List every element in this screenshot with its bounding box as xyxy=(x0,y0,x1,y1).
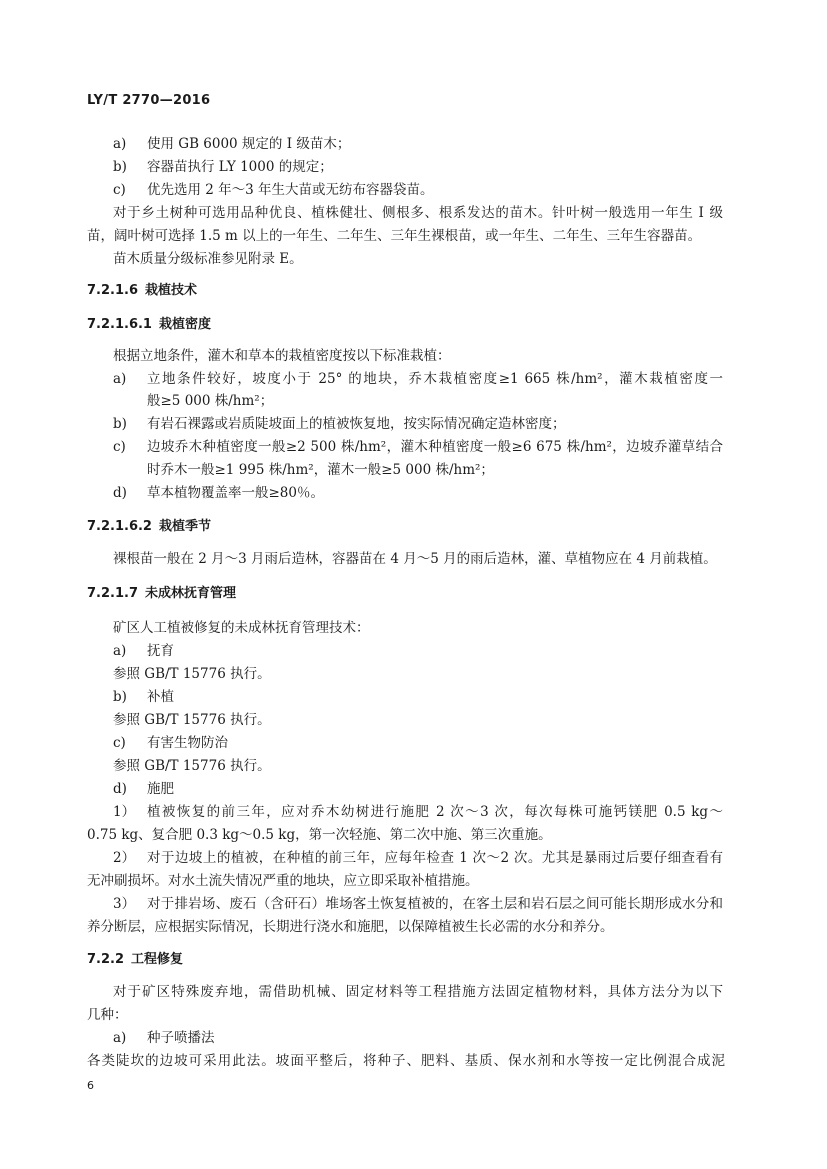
numbered-item-3 xyxy=(113,895,723,913)
item-label: 2） xyxy=(113,850,136,866)
section-title: 工程修复 xyxy=(131,952,184,967)
item-label: c) xyxy=(113,439,126,455)
list-item-continuation: 般≥5 000 株/hm²； xyxy=(147,393,274,409)
paragraph-line: 苗，阔叶树可选择 1.5 m 以上的一年生、二年生、三年生裸根苗，或一年生、二年生、三年生容器苗。 xyxy=(87,228,702,244)
item-text: 优先选用 2 年～3 年生大苗或无纺布容器袋苗。 xyxy=(147,182,434,198)
item-text: 补植 xyxy=(147,689,174,705)
list-item-c xyxy=(113,181,434,199)
paragraph-line: 几种： xyxy=(87,1007,128,1023)
list-item-c xyxy=(113,734,228,752)
numbered-item-continuation: 无冲刷损坏。对水土流失情况严重的地块，应立即采取补植措施。 xyxy=(87,873,479,889)
item-label: b) xyxy=(113,159,127,175)
section-number: 7.2.1.6.1 xyxy=(87,317,152,332)
section-heading-7-2-1-7 xyxy=(87,585,236,603)
item-label: d) xyxy=(113,485,127,501)
item-text: 使用 GB 6000 规定的 Ⅰ 级苗木； xyxy=(147,136,351,152)
item-label: a) xyxy=(113,136,127,152)
paragraph-line xyxy=(113,204,723,222)
item-text: 有岩石裸露或岩质陡坡面上的植被恢复地，按实际情况确定造林密度； xyxy=(147,416,566,432)
item-label: a) xyxy=(113,371,127,387)
item-text: 立地条件较好，坡度小于 25° 的地块，乔木栽植密度≥1 665 株/hm²，灌木栽植密度一 xyxy=(147,371,723,387)
numbered-item-2 xyxy=(113,849,723,867)
list-item-a xyxy=(113,135,350,153)
standard-number: LY/T 2770—2016 xyxy=(87,93,211,108)
section-number: 7.2.1.6 xyxy=(87,283,138,298)
reference-line: 参照 GB/T 15776 执行。 xyxy=(113,712,271,728)
item-text: 有害生物防治 xyxy=(147,735,228,751)
item-text: 抚育 xyxy=(147,643,174,659)
list-item-c xyxy=(113,438,723,456)
list-item-continuation: 时乔木一般≥1 995 株/hm²，灌木一般≥5 000 株/hm²； xyxy=(147,462,494,478)
section-heading-7-2-2 xyxy=(87,951,183,969)
item-label: a) xyxy=(113,1030,127,1046)
paragraph-line: 矿区人工植被修复的未成林抚育管理技术： xyxy=(113,620,370,636)
paragraph-line: 裸根苗一般在 2 月～3 月雨后造林，容器苗在 4 月～5 月的雨后造林，灌、草植物应在 4 月前栽植。 xyxy=(113,551,717,567)
section-heading-7-2-1-6-1 xyxy=(87,316,211,334)
item-label: b) xyxy=(113,416,127,432)
reference-line: 参照 GB/T 15776 执行。 xyxy=(113,666,271,682)
section-number: 7.2.1.7 xyxy=(87,586,138,601)
item-label: c) xyxy=(113,182,126,198)
reference-line: 参照 GB/T 15776 执行。 xyxy=(113,758,271,774)
section-heading-7-2-1-6-2 xyxy=(87,518,211,536)
paragraph-line: 根据立地条件，灌木和草本的栽植密度按以下标准栽植： xyxy=(113,348,451,364)
section-number: 7.2.1.6.2 xyxy=(87,519,152,534)
section-heading-7-2-1-6 xyxy=(87,282,197,300)
paragraph-line: 苗木质量分级标准参见附录 E。 xyxy=(113,251,303,267)
list-item-b xyxy=(113,688,174,706)
list-item-a xyxy=(113,642,174,660)
list-item-d xyxy=(113,780,174,798)
item-text: 种子喷播法 xyxy=(147,1030,215,1046)
page-number: 6 xyxy=(87,1079,94,1092)
item-text: 植被恢复的前三年，应对乔木幼树进行施肥 2 次～3 次，每次每株可施钙镁肥 0.5 kg～ xyxy=(147,804,723,820)
paragraph-text: 对于乡土树种可选用品种优良、植株健壮、侧根多、根系发达的苗木。针叶树一般选用一年生 Ⅰ 级 xyxy=(113,205,723,221)
paragraph-text: 对于矿区特殊废弃地，需借助机械、固定材料等工程措施方法固定植物材料，具体方法分为以下 xyxy=(113,984,723,1000)
list-item-d xyxy=(113,484,324,502)
item-label: 3） xyxy=(113,896,136,912)
item-text: 容器苗执行 LY 1000 的规定； xyxy=(147,159,333,175)
item-label: c) xyxy=(113,735,126,751)
item-text: 边坡乔木种植密度一般≥2 500 株/hm²，灌木种植密度一般≥6 675 株/hm²，边坡乔灌草结合 xyxy=(147,439,723,455)
numbered-item-continuation: 养分断层，应根据实际情况，长期进行浇水和施肥，以保障植被生长必需的水分和养分。 xyxy=(87,919,614,935)
list-item-a xyxy=(113,370,723,388)
item-text: 草本植物覆盖率一般≥80％。 xyxy=(147,485,324,501)
list-item-a xyxy=(113,1029,215,1047)
item-label: d) xyxy=(113,781,127,797)
numbered-item-1 xyxy=(113,803,723,821)
paragraph-line xyxy=(113,983,723,1001)
section-number: 7.2.2 xyxy=(87,952,125,967)
section-title: 未成林抚育管理 xyxy=(145,586,237,601)
list-item-b xyxy=(113,415,566,433)
section-title: 栽植季节 xyxy=(159,519,212,534)
section-title: 栽植技术 xyxy=(145,283,198,298)
item-text: 对于边坡上的植被，在种植的前三年，应每年检查 1 次～2 次。尤其是暴雨过后要仔细查看有 xyxy=(147,850,723,866)
paragraph-text: 各类陡坎的边坡可采用此法。坡面平整后，将种子、肥料、基质、保水剂和水等按一定比例混合成泥 xyxy=(87,1053,725,1069)
item-text: 施肥 xyxy=(147,781,174,797)
item-label: b) xyxy=(113,689,127,705)
item-label: 1） xyxy=(113,804,136,820)
paragraph-line xyxy=(87,1052,725,1070)
item-text: 对于排岩场、废石（含矸石）堆场客土恢复植被的，在客土层和岩石层之间可能长期形成水分和 xyxy=(147,896,723,912)
numbered-item-continuation: 0.75 kg、复合肥 0.3 kg～0.5 kg，第一次轻施、第二次中施、第三次重施。 xyxy=(87,827,552,843)
section-title: 栽植密度 xyxy=(159,317,212,332)
item-label: a) xyxy=(113,643,127,659)
list-item-b xyxy=(113,158,333,176)
